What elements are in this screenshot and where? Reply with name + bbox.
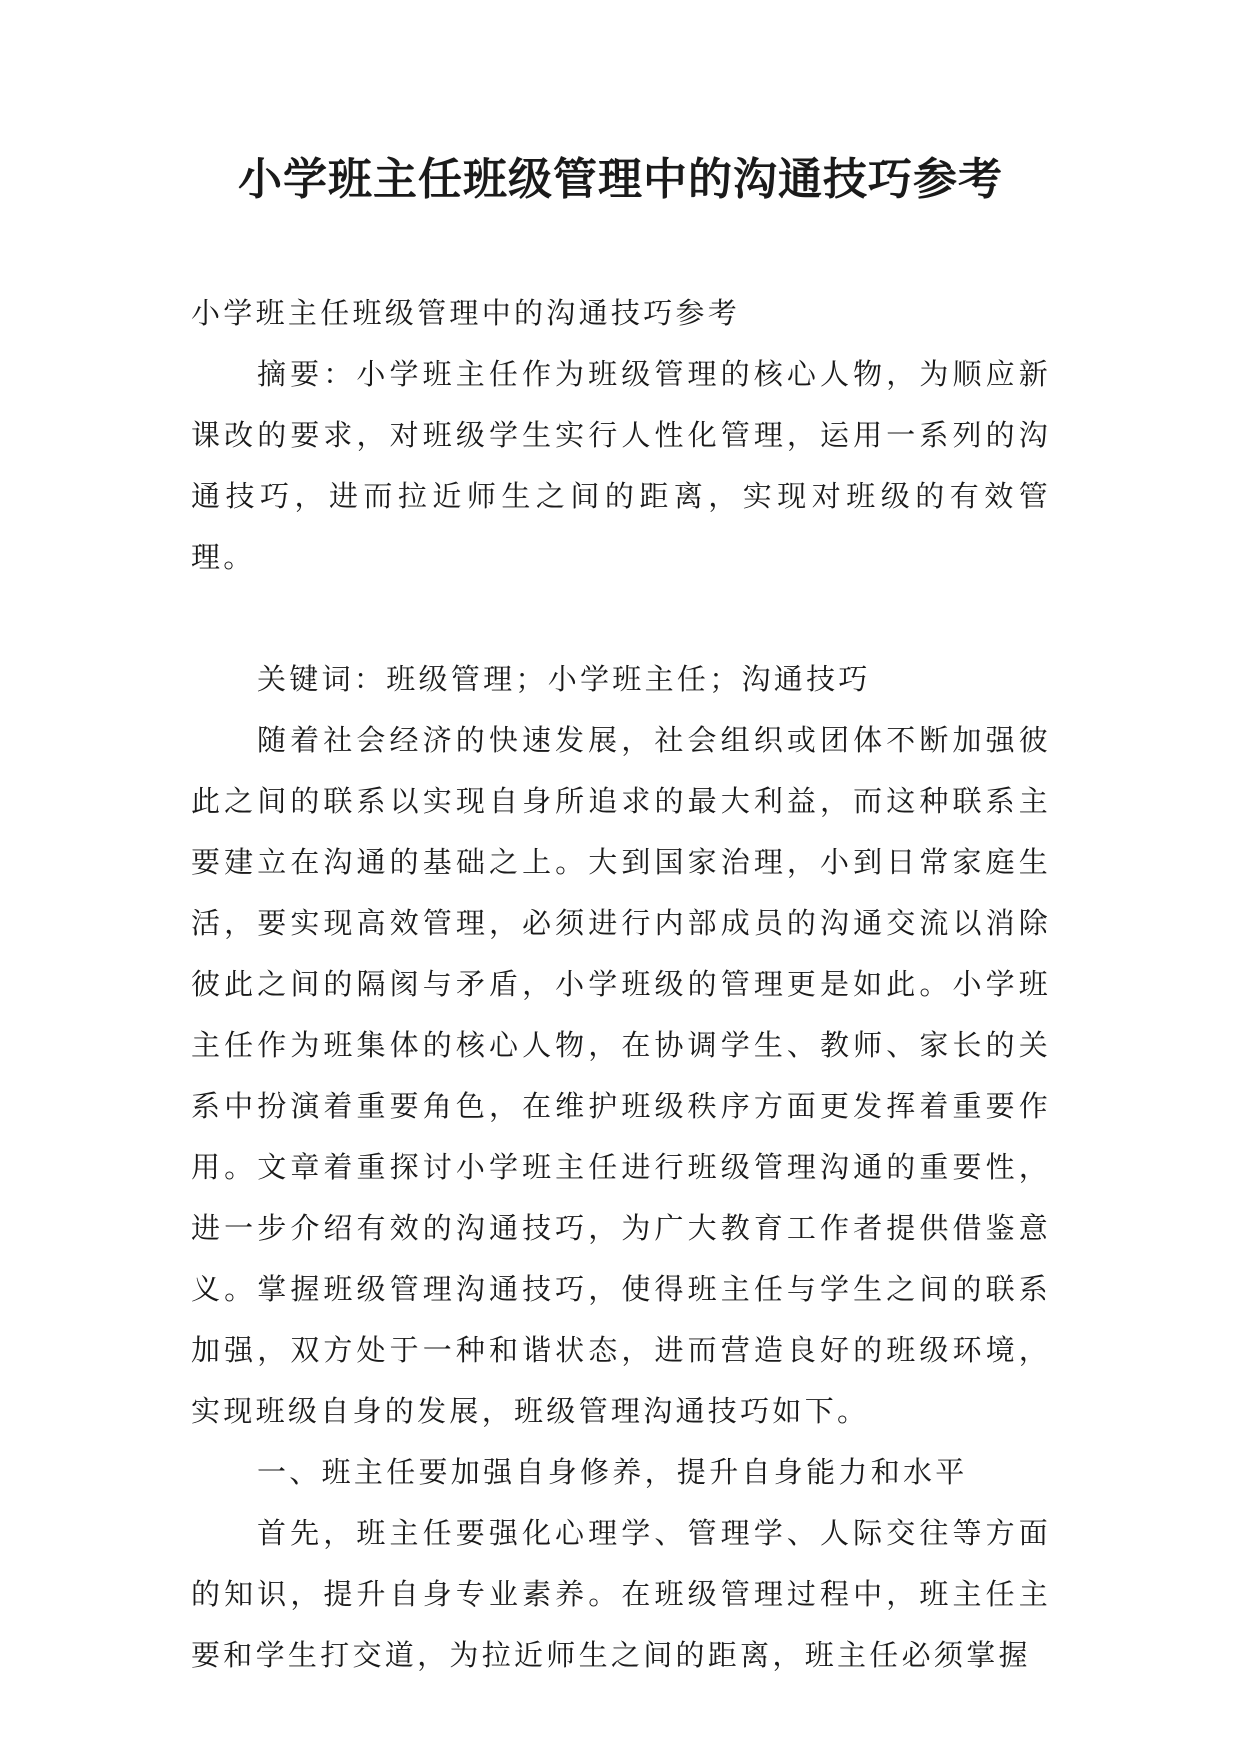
section-heading: 一、班主任要加强自身修养，提升自身能力和水平 [257, 1455, 968, 1489]
document-title: 小学班主任班级管理中的沟通技巧参考 [238, 154, 1003, 205]
document-body [191, 283, 1051, 1686]
intro-paragraph: 随着社会经济的快速发展，社会组织或团体不断加强彼此之间的联系以实现自身所追求的最大利益，而这种联系主要建立在沟通的基础之上。大到国家治理，小到日常家庭生活，要实现高效管理，必须进行内部成员的沟通交流以消除彼此之间的隔阂与矛盾，小学班级的管理更是如此。小学班主任作为班集体的核心人物，在协调学生、教师、家长的关系中扮演着重要角色，在维护班级秩序方面更发挥着重要作用。文章着重探讨小学班主任进行班级管理沟通的重要性，进一步介绍有效的沟通技巧，为广大教育工作者提供借鉴意义。掌握班级管理沟通技巧，使得班主任与学生之间的联系加强，双方处于一种和谐状态，进而营造良好的班级环境，实现班级自身的发展，班级管理沟通技巧如下。 [191, 723, 1051, 1428]
keywords-paragraph: 关键词：班级管理；小学班主任；沟通技巧 [257, 662, 871, 696]
subtitle-paragraph: 小学班主任班级管理中的沟通技巧参考 [191, 296, 741, 330]
abstract-paragraph: 摘要：小学班主任作为班级管理的核心人物，为顺应新课改的要求，对班级学生实行人性化管理，运用一系列的沟通技巧，进而拉近师生之间的距离，实现对班级的有效管理。 [191, 357, 1051, 574]
section-paragraph: 首先，班主任要强化心理学、管理学、人际交往等方面的知识，提升自身专业素养。在班级管理过程中，班主任主要和学生打交道，为拉近师生之间的距离，班主任必须掌握 [191, 1516, 1051, 1672]
